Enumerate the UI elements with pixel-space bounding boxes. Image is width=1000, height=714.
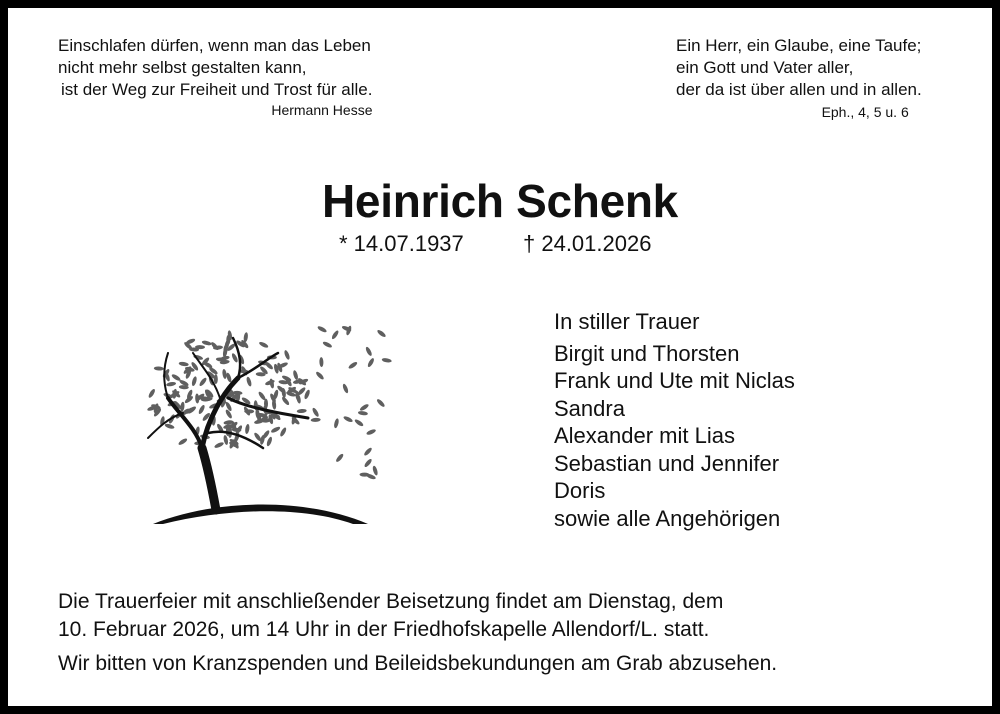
leaf (333, 418, 339, 429)
quote-source: Hermann Hesse (271, 102, 373, 118)
quote-left (58, 35, 372, 119)
leaf (180, 401, 185, 411)
mourner: Frank und Ute mit Niclas (554, 368, 795, 393)
mourners-list (554, 308, 795, 532)
leaf (283, 350, 290, 361)
mourner: sowie alle Angehörigen (554, 505, 781, 531)
leaf (198, 377, 207, 387)
leaf (201, 340, 212, 346)
leaf (342, 383, 349, 394)
leaf (372, 465, 379, 476)
leaf (322, 341, 333, 349)
leaf (246, 376, 253, 387)
leaf (343, 415, 354, 423)
leaf (164, 423, 175, 430)
leaf (195, 393, 200, 403)
leaf (358, 411, 368, 416)
quote-line: Einschlafen dürfen, wenn man das Leben (58, 36, 371, 55)
leaf (198, 404, 206, 415)
leaf (376, 398, 386, 408)
leaf (331, 330, 340, 341)
leaf (266, 436, 273, 447)
leaf (166, 381, 177, 387)
leaf (147, 388, 156, 399)
leaf (178, 361, 189, 367)
quote-line: nicht mehr selbst gestalten kann, (58, 58, 307, 77)
leaf (154, 366, 164, 371)
leaf (315, 371, 325, 381)
leaf (270, 426, 281, 434)
tree-with-falling-leaves-icon (138, 298, 398, 528)
quote-line: Ein Herr, ein Glaube, eine Taufe; (676, 36, 922, 55)
deceased-name: Heinrich Schenk (322, 175, 678, 227)
leaf (257, 391, 266, 401)
mourner: Alexander mit Lias (554, 423, 735, 448)
funeral-info (58, 588, 723, 644)
mourner: Sebastian und Jennifer (554, 450, 780, 476)
quote-line: ist der Weg zur Freiheit und Trost für alle. (61, 80, 373, 99)
death-date: † 24.01.2026 (523, 231, 652, 256)
leaf (214, 441, 225, 449)
mourner: Sandra (554, 395, 625, 421)
leaf (297, 409, 307, 414)
quote-source: Eph., 4, 5 u. 6 (821, 104, 909, 120)
leaf (191, 376, 198, 387)
leaf (223, 435, 229, 446)
funeral-note: Wir bitten von Kranzspenden und Beileidsbekundungen am Grab abzusehen. (58, 652, 778, 675)
leaf (245, 424, 251, 435)
leaf (258, 341, 269, 349)
leaf (376, 329, 386, 338)
leaf (272, 399, 277, 409)
leaf (348, 361, 359, 370)
leaf (311, 418, 321, 423)
quote-line: ein Gott und Vater aller, (676, 58, 854, 77)
leaf (354, 418, 364, 427)
leaf (178, 437, 189, 446)
leaf (359, 473, 369, 477)
leaf (317, 325, 328, 333)
mourner: Birgit und Thorsten (554, 340, 740, 366)
leaf (335, 453, 345, 463)
leaf (359, 403, 370, 412)
leaf (225, 409, 234, 420)
quote-line: der da ist über allen und in allen. (676, 80, 922, 99)
leaf (365, 346, 373, 357)
funeral-line: 10. Februar 2026, um 14 Uhr in der Friedhofskapelle Allendorf/L. statt. (58, 618, 710, 641)
funeral-line: Die Trauerfeier mit anschließender Beisetzung findet am Dienstag, dem (58, 590, 724, 613)
leaf (253, 432, 262, 442)
mourner: Doris (554, 478, 606, 503)
leaf (367, 357, 375, 368)
leaf (279, 427, 287, 438)
leaf (281, 396, 290, 406)
quote-right (676, 35, 922, 123)
leaf (366, 428, 377, 436)
leaf (292, 370, 299, 381)
leaf (311, 407, 320, 418)
leaf (363, 458, 372, 468)
leaf (222, 369, 227, 379)
mourners-heading: In stiller Trauer (554, 309, 700, 334)
leaf (319, 357, 323, 367)
birth-date: * 14.07.1937 (339, 231, 464, 256)
leaf (381, 357, 392, 363)
obituary-notice (8, 8, 992, 706)
leaf (363, 447, 373, 457)
